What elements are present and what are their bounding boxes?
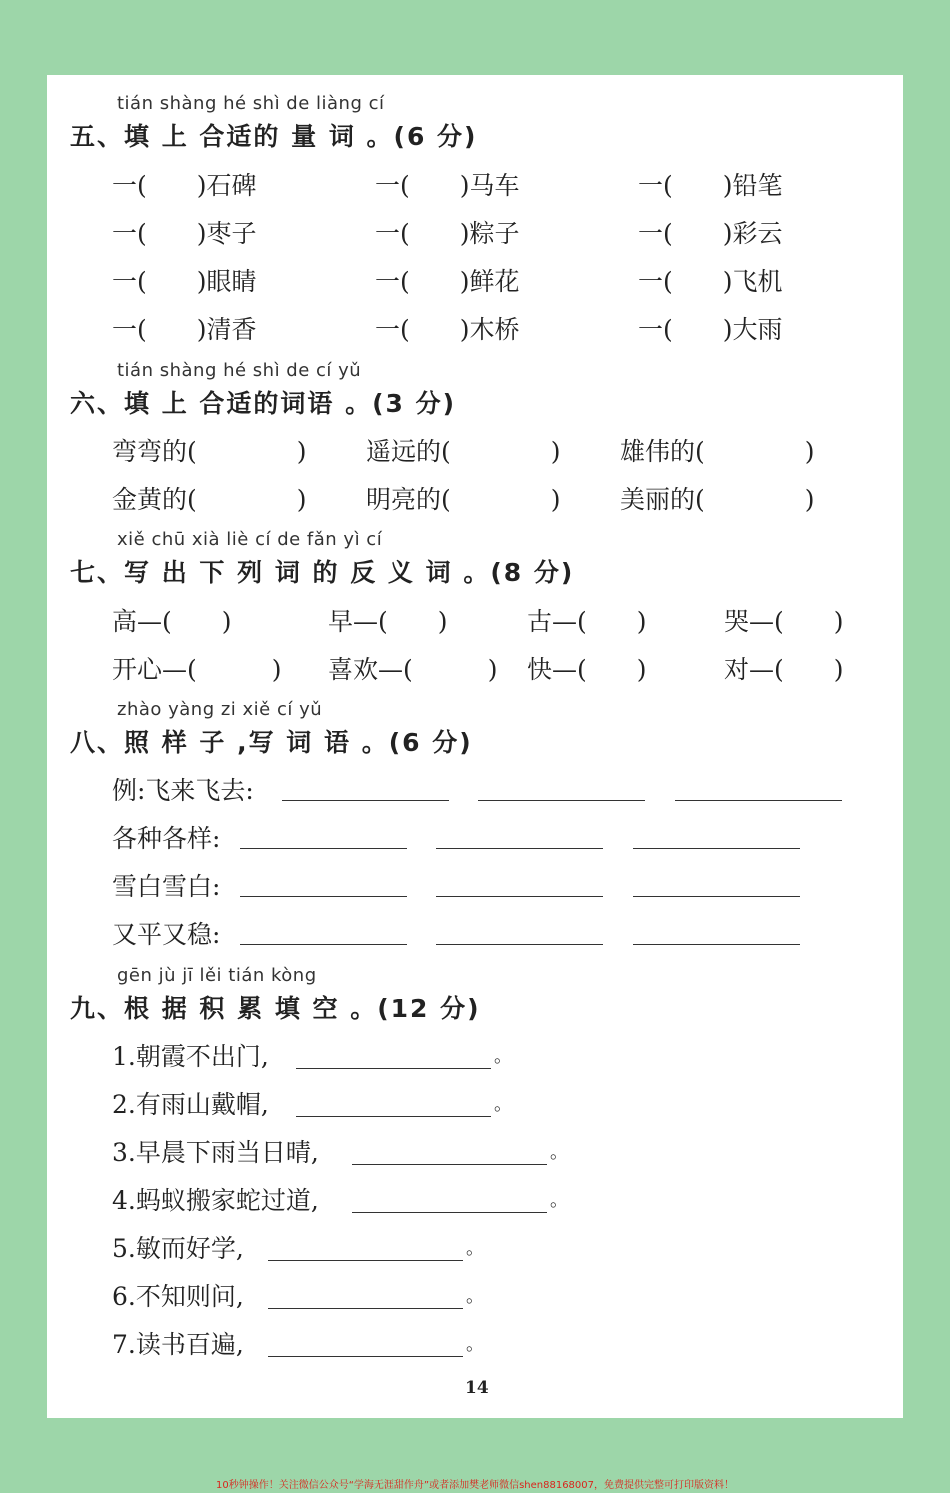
sec5-item: 一( )石碑 [112,171,257,200]
sec9-period: 。 [494,1094,512,1115]
sec9-period: 。 [466,1238,484,1259]
sec8-blank[interactable] [633,896,800,897]
sec8-blank[interactable] [633,848,800,849]
sec6-item: 金黄的( ) [112,485,307,514]
sec9-blank[interactable] [268,1260,463,1261]
sec5-item: 一( )铅笔 [638,171,783,200]
sec7-item: 哭—( ) [724,607,844,636]
sec9-period: 。 [466,1286,484,1307]
sec5-pinyin: tián shàng hé shì de liàng cí [117,93,385,114]
sec8-blank[interactable] [240,848,407,849]
sec7-item: 古—( ) [527,607,647,636]
sec9-period: 。 [550,1142,568,1163]
sec5-item: 一( )眼睛 [112,267,257,296]
sec5-item: 一( )大雨 [638,315,783,344]
sec5-item: 一( )彩云 [638,219,783,248]
sec6-item: 弯弯的( ) [112,437,307,466]
sec8-blank[interactable] [436,896,603,897]
sec8-title: 八、照 样 子 ,写 词 语 。(6 分) [70,728,473,757]
sec7-item: 高—( ) [112,607,232,636]
sec7-title: 七、写 出 下 列 词 的 反 义 词 。(8 分) [70,558,575,587]
sec6-item: 明亮的( ) [366,485,561,514]
sec7-pinyin: xiě chū xià liè cí de fǎn yì cí [117,529,383,550]
sec5-title: 五、填 上 合适的 量 词 。(6 分) [70,122,478,151]
sec5-item: 一( )木桥 [375,315,520,344]
sec9-blank[interactable] [296,1116,491,1117]
sec8-blank[interactable] [436,848,603,849]
sec5-item: 一( )清香 [112,315,257,344]
sec8-blank[interactable] [478,800,645,801]
page-number: 14 [465,1378,489,1398]
sec9-blank[interactable] [268,1308,463,1309]
sec8-blank[interactable] [240,896,407,897]
sec9-blank[interactable] [268,1356,463,1357]
sec9-item: 6.不知则问, [112,1282,244,1311]
sec8-row-label: 雪白雪白: [112,872,221,901]
sec8-row-label: 各种各样: [112,824,221,853]
sec6-title: 六、填 上 合适的词语 。(3 分) [70,389,457,418]
sec7-item: 早—( ) [328,607,448,636]
sec9-period: 。 [550,1190,568,1211]
sec5-item: 一( )鲜花 [375,267,520,296]
sec9-blank[interactable] [296,1068,491,1069]
sec9-period: 。 [494,1046,512,1067]
sec8-blank[interactable] [436,944,603,945]
sec9-blank[interactable] [352,1212,547,1213]
sec8-blank[interactable] [675,800,842,801]
sec9-period: 。 [466,1334,484,1355]
sec9-item: 2.有雨山戴帽, [112,1090,269,1119]
sec8-example-label: 例:飞来飞去: [112,776,254,805]
sec5-item: 一( )马车 [375,171,520,200]
sec7-item: 开心—( ) [112,655,282,684]
sec8-blank[interactable] [633,944,800,945]
sec9-item: 1.朝霞不出门, [112,1042,269,1071]
sec5-item: 一( )枣子 [112,219,257,248]
sec6-item: 雄伟的( ) [620,437,815,466]
sec8-pinyin: zhào yàng zi xiě cí yǔ [117,699,323,720]
sec7-item: 对—( ) [724,655,844,684]
sec9-pinyin: gēn jù jī lěi tián kòng [117,965,317,986]
sec8-blank[interactable] [240,944,407,945]
sec6-item: 美丽的( ) [620,485,815,514]
sec7-item: 快—( ) [527,655,647,684]
sec5-item: 一( )飞机 [638,267,783,296]
sec8-blank[interactable] [282,800,449,801]
sec8-row-label: 又平又稳: [112,920,221,949]
sec9-item: 3.早晨下雨当日晴, [112,1138,319,1167]
sec6-pinyin: tián shàng hé shì de cí yǔ [117,360,362,381]
sec6-item: 遥远的( ) [366,437,561,466]
sec9-item: 7.读书百遍, [112,1330,244,1359]
sec9-item: 5.敏而好学, [112,1234,244,1263]
sec9-blank[interactable] [352,1164,547,1165]
sec5-item: 一( )粽子 [375,219,520,248]
promo-footer: 10秒钟操作！关注微信公众号“学海无涯甜作舟”或者添加樊老师微信shen88168007，免费提供完整可打印版资料！ [215,1480,735,1491]
sec7-item: 喜欢—( ) [328,655,498,684]
sec9-title: 九、根 据 积 累 填 空 。(12 分) [70,994,481,1023]
sec9-item: 4.蚂蚁搬家蛇过道, [112,1186,319,1215]
